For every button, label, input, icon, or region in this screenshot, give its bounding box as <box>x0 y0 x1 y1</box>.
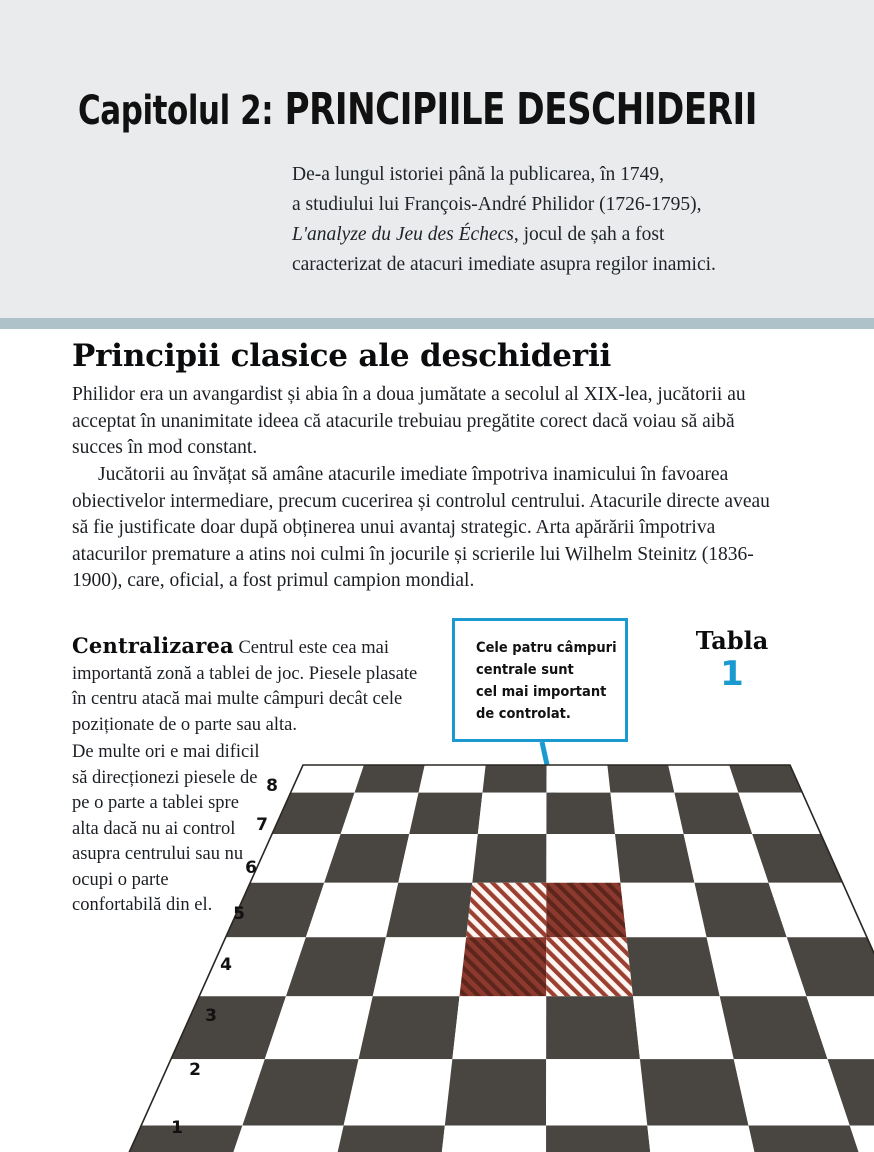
callout-line-3: cel mai important <box>476 684 607 700</box>
board-square-c3 <box>359 996 460 1059</box>
board-square-c8 <box>419 765 486 793</box>
board-square-f3 <box>633 996 734 1059</box>
board-square-f7 <box>610 793 683 834</box>
board-square-e4 <box>546 937 633 996</box>
board-square-b8 <box>355 765 425 793</box>
board-square-e7 <box>546 793 615 834</box>
intro-line-1: De-a lungul istoriei până la publicarea, în 1749, <box>292 164 665 185</box>
intro-paragraph <box>292 160 822 280</box>
intro-line-3-rest: , jocul de șah a fost <box>513 224 665 245</box>
board-square-e6 <box>546 834 620 883</box>
board-square-c2 <box>344 1059 453 1125</box>
board-square-e1 <box>546 1126 655 1152</box>
board-square-e5 <box>546 883 626 937</box>
body-paragraph-1: Philidor era un avangardist și abia în a doua jumătate a secolul al XIX-lea, jucătorii au acceptat în unanimitate ideea că atacurile trebuiau pregătite corect dacă voiau să aibă succes în mod constant. <box>72 384 746 459</box>
board-square-f1 <box>647 1126 764 1152</box>
chapter-label: Capitolul 2: <box>78 88 274 134</box>
section-heading: Principii clasice ale deschiderii <box>72 338 612 374</box>
board-square-d6 <box>472 834 546 883</box>
board-square-c1 <box>328 1126 445 1152</box>
board-square-a7 <box>272 793 355 834</box>
rank-label-6: 6 <box>245 858 257 878</box>
board-square-e2 <box>546 1059 647 1125</box>
board-square-c7 <box>409 793 482 834</box>
centralization-block <box>72 633 424 738</box>
section-divider <box>0 318 874 329</box>
intro-book-title: L'analyze du Jeu des Échecs <box>292 224 514 245</box>
callout-line-1: Cele patru câmpuri <box>476 640 617 656</box>
board-square-f2 <box>640 1059 749 1125</box>
board-caption-number: 1 <box>720 654 744 694</box>
page-title <box>78 84 757 135</box>
rank-label-2: 2 <box>189 1060 201 1080</box>
centralization-text-wide: Centrul este cea mai importantă zonă a tablei de joc. Piesele plasate în centru atacă mai multe câmpuri decât cele poziționate de o parte sau alta. <box>72 638 418 735</box>
board-square-f4 <box>626 937 719 996</box>
board-square-d5 <box>466 883 546 937</box>
board-square-d7 <box>478 793 547 834</box>
board-square-d3 <box>452 996 546 1059</box>
chapter-name: PRINCIPIILE DESCHIDERII <box>284 84 757 135</box>
board-square-d8 <box>483 765 547 793</box>
board-square-e8 <box>546 765 610 793</box>
intro-line-2: a studiului lui François-André Philidor (1726-1795), <box>292 194 702 215</box>
board-square-f8 <box>607 765 674 793</box>
rank-label-3: 3 <box>205 1006 217 1026</box>
chessboard-diagram <box>120 755 874 1152</box>
rank-label-1: 1 <box>171 1118 183 1138</box>
callout-box <box>452 618 628 742</box>
board-square-g8 <box>668 765 738 793</box>
board-square-h7 <box>738 793 820 834</box>
board-square-f6 <box>615 834 694 883</box>
callout-line-2: centrale sunt <box>476 662 574 678</box>
board-square-c5 <box>386 883 472 937</box>
board-square-a1 <box>120 1126 242 1152</box>
centralization-lead: Centralizarea <box>72 633 234 658</box>
rank-label-7: 7 <box>256 815 268 835</box>
rank-label-8: 8 <box>266 776 278 796</box>
intro-line-4: caracterizat de atacuri imediate asupra regilor inamici. <box>292 254 716 275</box>
board-square-d4 <box>459 937 546 996</box>
board-square-c4 <box>373 937 466 996</box>
body-paragraph-2: Jucătorii au învățat să amâne atacurile imediate împotriva inamicului în favoarea obiectivelor intermediare, precum cucerirea și controlul centrului. Atacurile directe aveau să fie justificate doar după obținerea unui avantaj strategic. Arta apărării împotriva atacurilor premature a atins noi culmi în jocurile și scrierile lui Wilhelm Steinitz (1836-1900), care, oficial, a fost primul campion mondial. <box>72 464 770 592</box>
board-square-e3 <box>546 996 640 1059</box>
board-square-f5 <box>620 883 706 937</box>
board-square-d2 <box>445 1059 546 1125</box>
callout-line-4: de controlat. <box>476 706 571 722</box>
rank-label-5: 5 <box>233 904 245 924</box>
callout-text <box>476 637 626 725</box>
rank-label-4: 4 <box>220 955 232 975</box>
board-square-d1 <box>437 1126 546 1152</box>
centralization-text-narrow: De multe ori e mai dificil să direcționezi piesele de pe o parte a tablei spre alta dacă nu ai control asupra centrului sau nu ocupi o parte confortabilă din el. <box>72 742 260 915</box>
board-caption <box>672 628 792 692</box>
board-square-c6 <box>398 834 478 883</box>
board-caption-word: Tabla <box>695 626 769 655</box>
